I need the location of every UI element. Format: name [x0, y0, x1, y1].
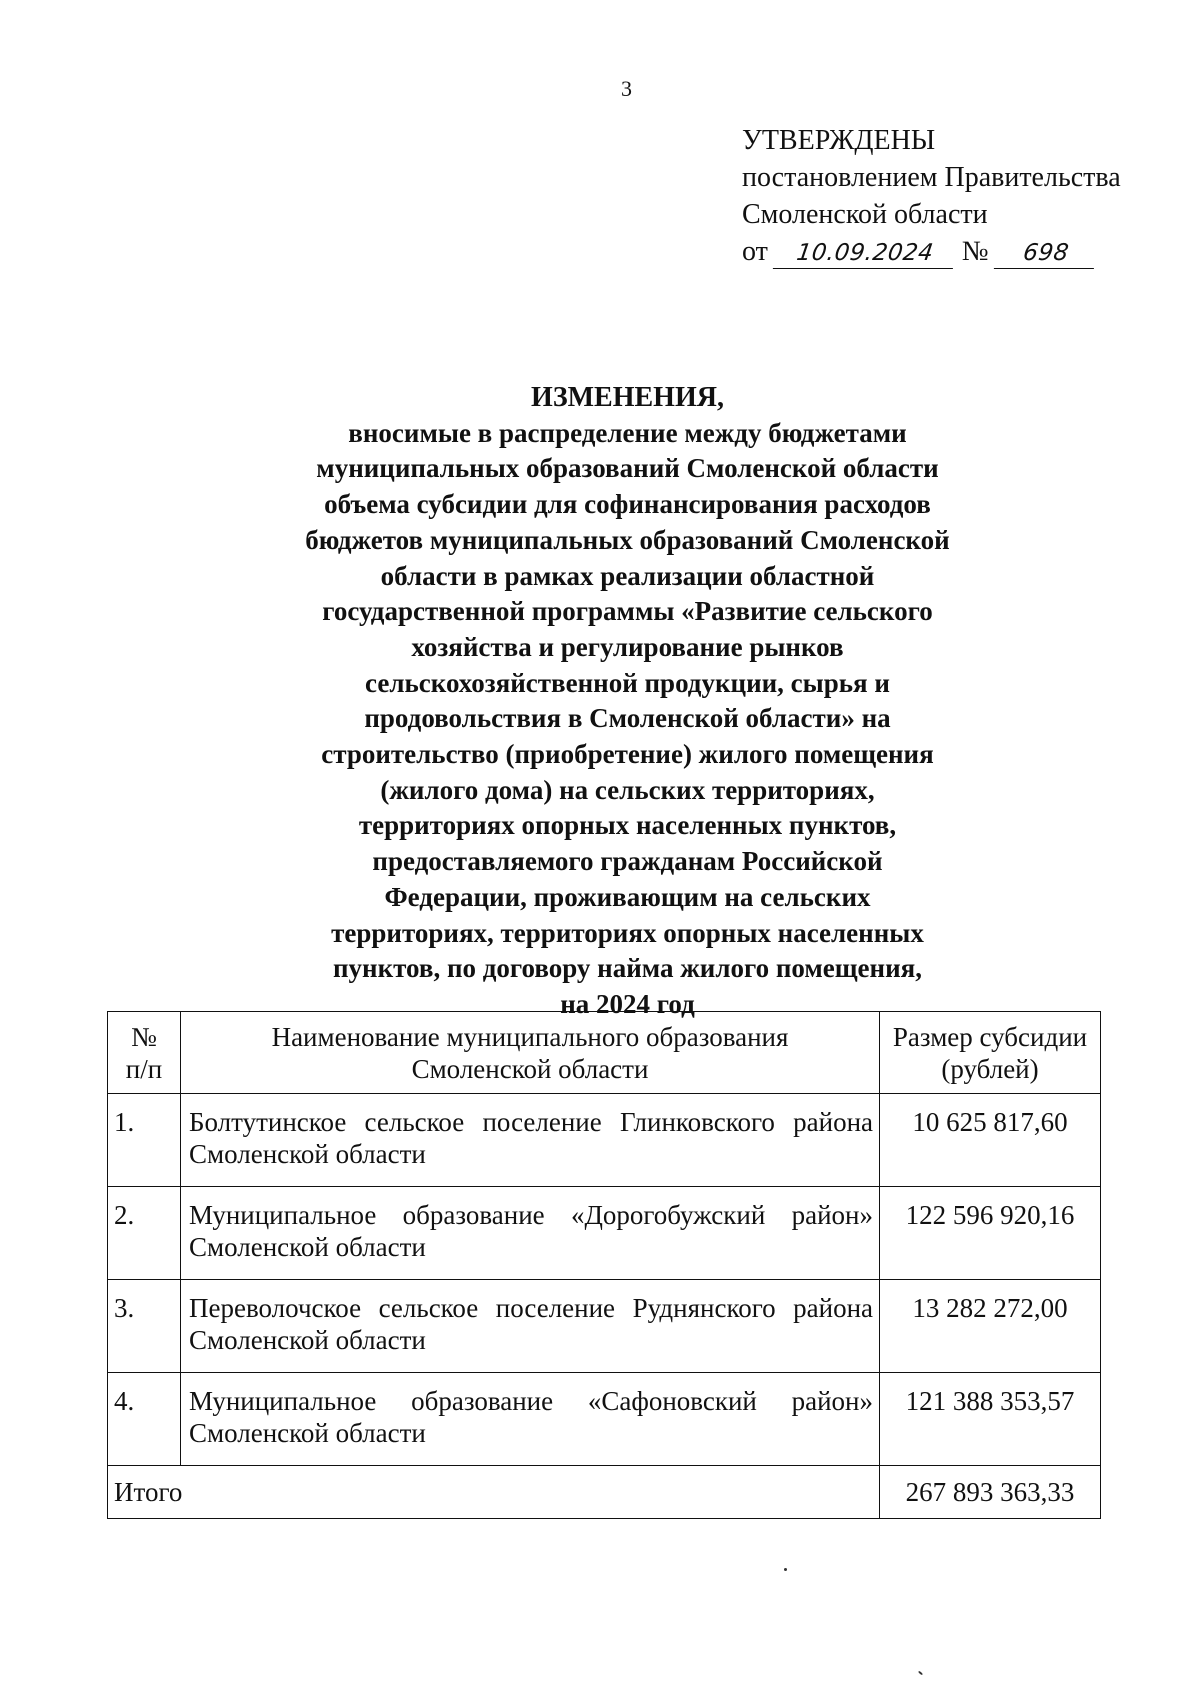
table-total-row	[108, 1466, 1101, 1519]
title-line: хозяйства и регулирование рынков	[411, 631, 844, 662]
header-name	[181, 1012, 880, 1094]
row-name: Муниципальное образование «Дорогобужский район» Смоленской области	[181, 1187, 880, 1280]
scan-speck	[784, 1568, 787, 1571]
title-line: пунктов, по договору найма жилого помещения,	[332, 953, 923, 984]
header-num-line1: №	[131, 1022, 157, 1052]
date-prefix: от	[742, 236, 768, 267]
header-name-line1: Наименование муниципального образования	[271, 1022, 789, 1052]
title-line: бюджетов муниципальных образований Смоленской	[305, 524, 950, 555]
subsidy-table	[107, 1011, 1101, 1519]
title-line: территориях, территориях опорных населенных	[331, 917, 924, 948]
title-line: вносимые в распределение между бюджетами	[348, 417, 907, 448]
row-num: 2.	[108, 1187, 181, 1280]
title-line: Федерации, проживающим на сельских	[384, 881, 871, 912]
table-header-row	[108, 1012, 1101, 1094]
page-number: 3	[621, 76, 632, 101]
approval-block	[742, 122, 1121, 270]
header-amount-line2: (рублей)	[941, 1054, 1039, 1084]
document-title	[260, 380, 995, 1023]
approval-line-region: Смоленской области	[742, 199, 988, 230]
title-line: территориях опорных населенных пунктов,	[358, 810, 897, 841]
title-line: муниципальных образований Смоленской области	[316, 453, 939, 484]
header-amount	[880, 1012, 1101, 1094]
table-row	[108, 1373, 1101, 1466]
header-num	[108, 1012, 181, 1094]
title-line: области в рамках реализации областной	[380, 560, 875, 591]
row-amount: 121 388 353,57	[880, 1373, 1101, 1466]
handwritten-number: 698	[993, 238, 1097, 269]
title-main: ИЗМЕНЕНИЯ,	[531, 382, 724, 413]
title-line: объема субсидии для софинансирования расходов	[324, 489, 931, 520]
header-num-line2: п/п	[125, 1054, 163, 1084]
row-name: Муниципальное образование «Сафоновский район» Смоленской области	[181, 1373, 880, 1466]
title-line: государственной программы «Развитие сельского	[322, 596, 933, 627]
title-line: строительство (приобретение) жилого помещения	[321, 739, 934, 770]
approval-date-line	[742, 233, 1121, 270]
approval-heading: УТВЕРЖДЕНЫ	[742, 125, 936, 156]
scan-speck	[918, 1671, 923, 1676]
table-row	[108, 1280, 1101, 1373]
title-line: на 2024 год	[560, 988, 695, 1019]
row-name: Переволочское сельское поселение Руднянского района Смоленской области	[181, 1280, 880, 1373]
title-line: сельскохозяйственной продукции, сырья и	[365, 667, 890, 698]
number-prefix: №	[961, 236, 989, 267]
title-line: (жилого дома) на сельских территориях,	[380, 774, 875, 805]
row-amount: 122 596 920,16	[880, 1187, 1101, 1280]
total-amount: 267 893 363,33	[880, 1466, 1101, 1519]
row-name: Болтутинское сельское поселение Глинковского района Смоленской области	[181, 1094, 880, 1187]
table-row	[108, 1094, 1101, 1187]
approval-line-resolution: постановлением Правительства	[742, 162, 1121, 193]
total-label: Итого	[108, 1466, 880, 1519]
table-row	[108, 1187, 1101, 1280]
row-amount: 10 625 817,60	[880, 1094, 1101, 1187]
row-num: 4.	[108, 1373, 181, 1466]
row-amount: 13 282 272,00	[880, 1280, 1101, 1373]
header-amount-line1: Размер субсидии	[892, 1022, 1088, 1052]
header-name-line2: Смоленской области	[411, 1054, 649, 1084]
handwritten-date: 10.09.2024	[773, 238, 957, 269]
title-line: продовольствия в Смоленской области» на	[364, 703, 891, 734]
row-num: 3.	[108, 1280, 181, 1373]
row-num: 1.	[108, 1094, 181, 1187]
title-line: предоставляемого гражданам Российской	[372, 846, 883, 877]
